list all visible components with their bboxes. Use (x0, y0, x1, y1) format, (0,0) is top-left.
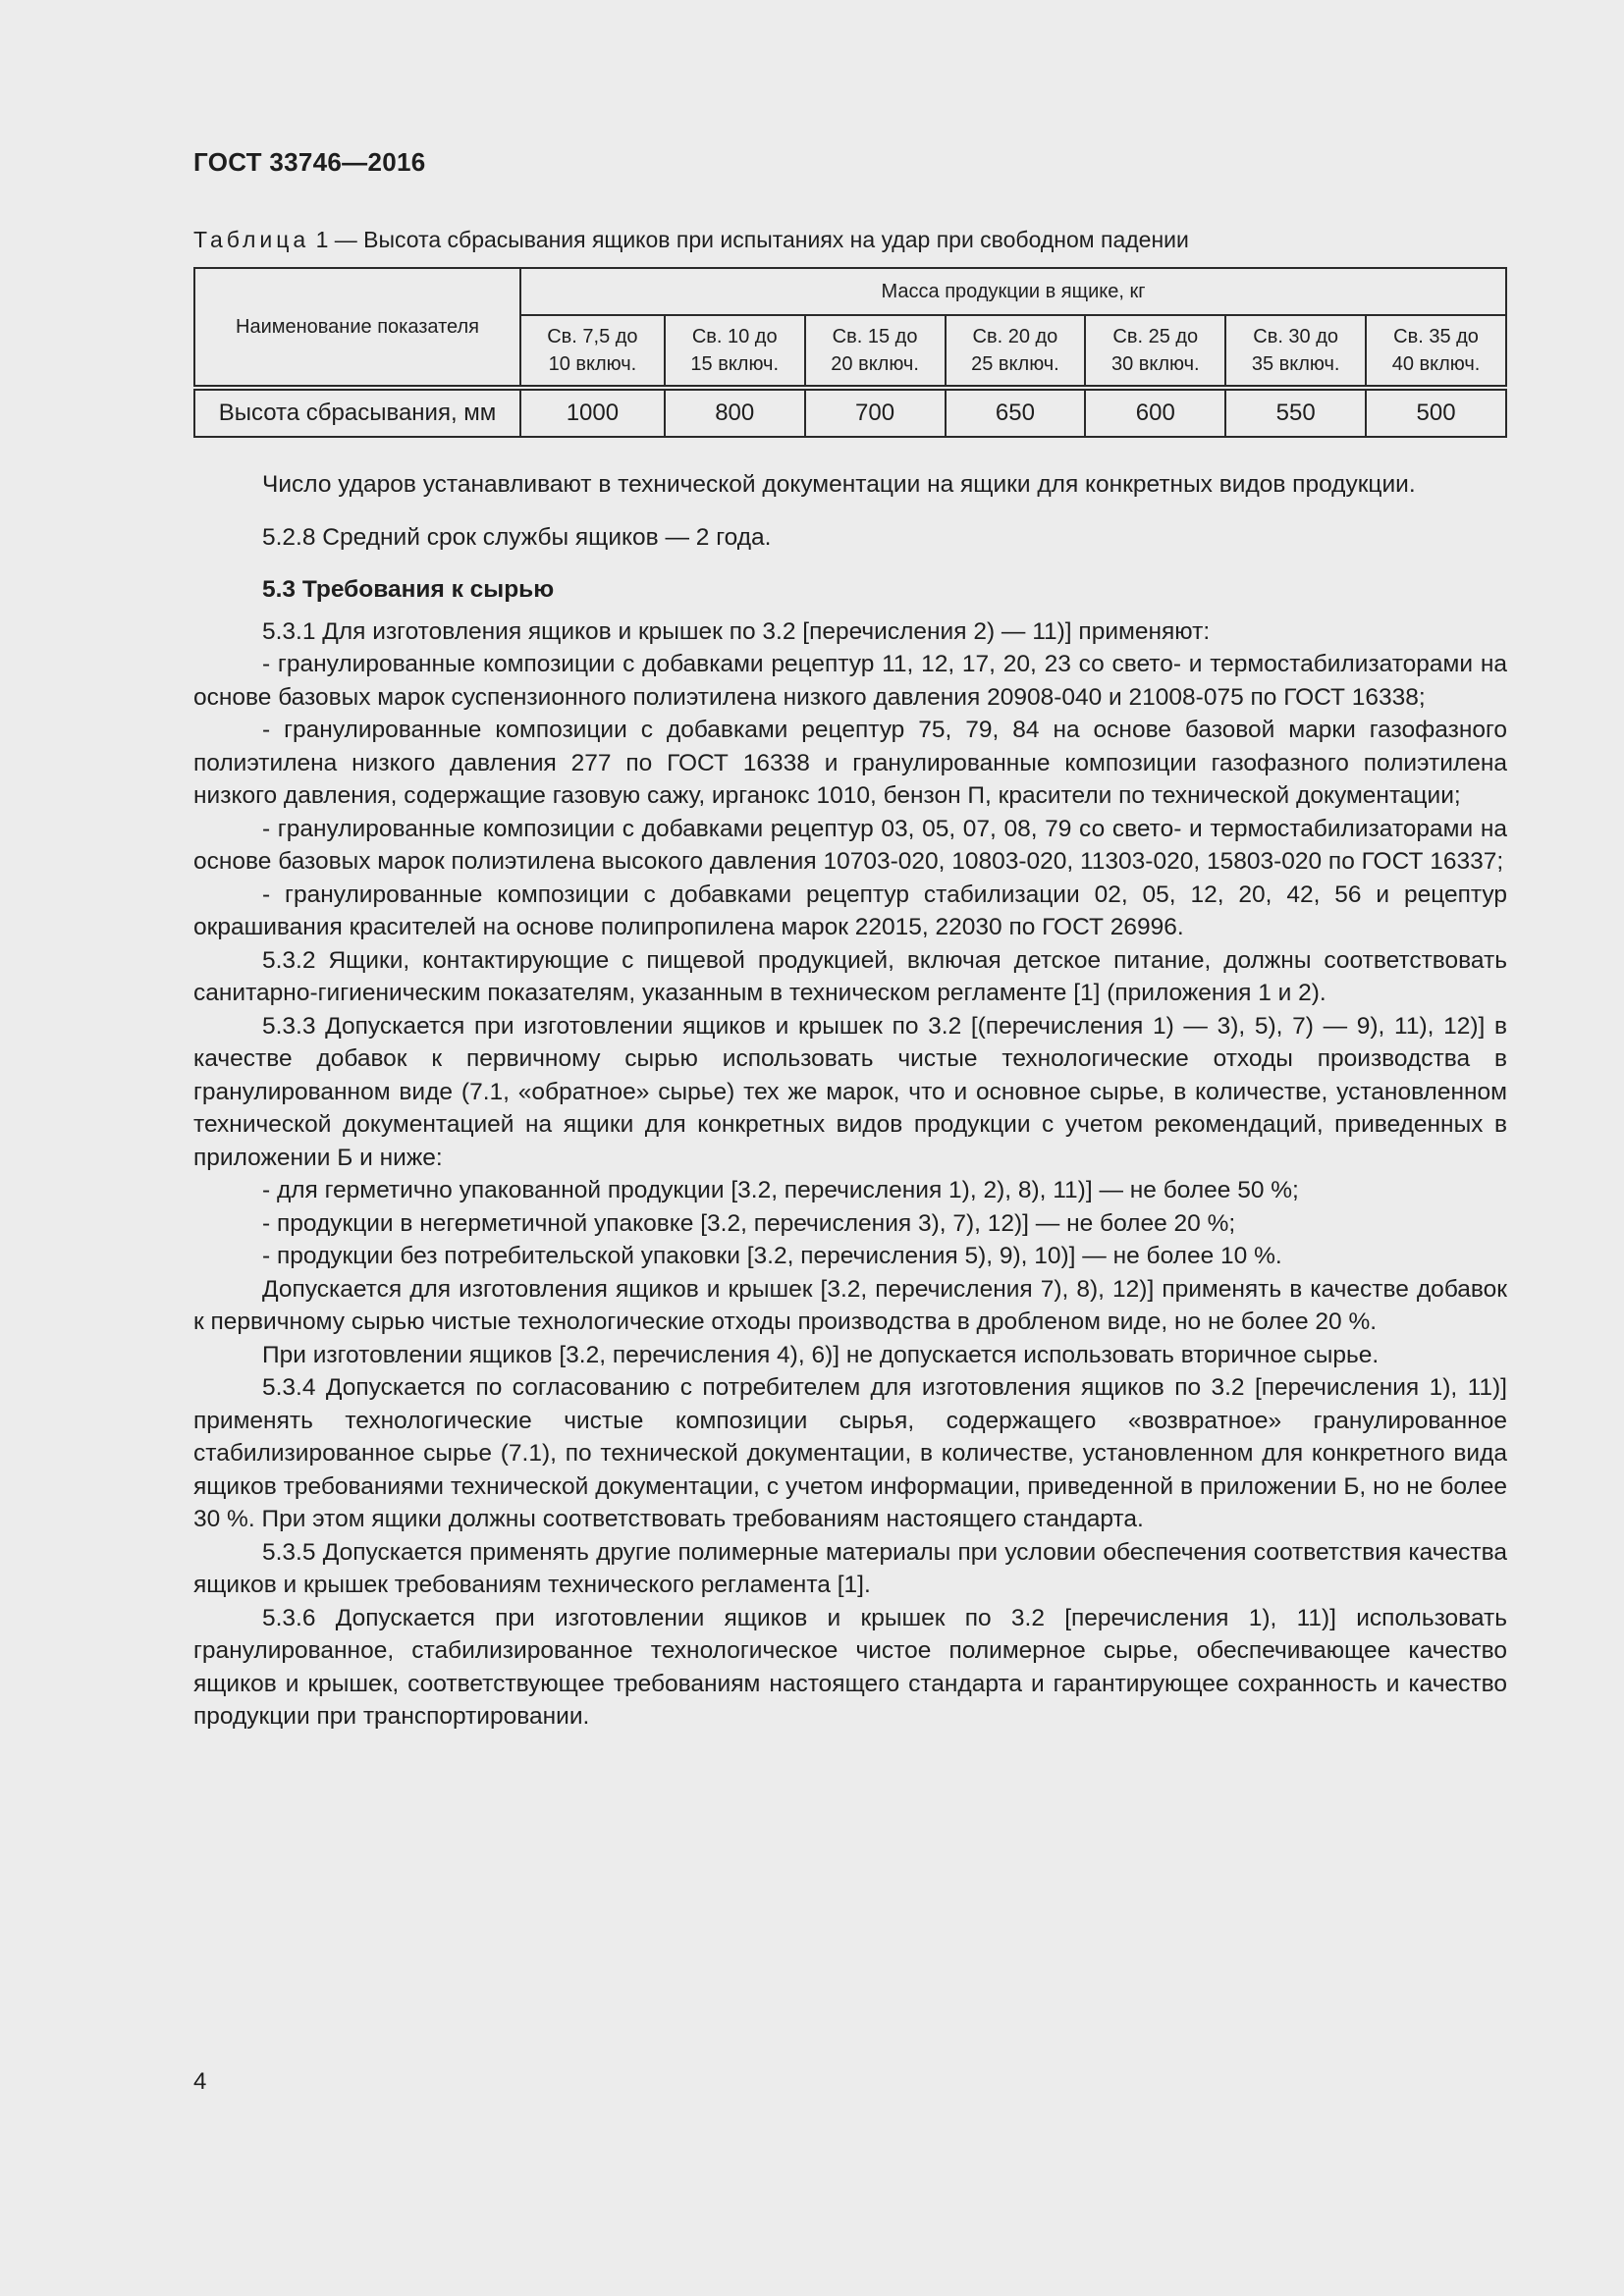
section-heading: 5.3 Требования к сырью (262, 576, 555, 603)
table-cell: 550 (1225, 388, 1366, 437)
paragraph: 5.3.3 Допускается при изготовлении ящиков и крышек по 3.2 [(перечисления 1) — 3), 5), 7) — 9), 11), 12)] в качестве добавок к первичному сырью использовать чистые технологические отходы производства в гранулированном виде (7.1, «обратное» сырье) тех же марок, что и основное сырье, в количестве, установленном технической документацией на ящики для конкретных видов продукции с учетом рекомендаций, приведенных в приложении Б и ниже: (193, 1012, 1507, 1171)
paragraph: 5.3.6 Допускается при изготовлении ящиков и крышек по 3.2 [перечисления 1), 11)] использовать гранулированное, стабилизированное технологическое чистое полимерное сырье, обеспечивающее качество ящиков и крышек, соответствующее требованиям настоящего стандарта и гарантирующее сохранность и качество продукции при транспортировании. (193, 1604, 1507, 1730)
list-item: - гранулированные композиции с добавками рецептур стабилизации 02, 05, 12, 20, 42, 56 и рецептур окрашивания красителей на основе полипропилена марок 22015, 22030 по ГОСТ 26996. (193, 881, 1507, 940)
mass-group-header: Масса продукции в ящике, кг (520, 268, 1506, 315)
table-caption-label: Таблица (193, 227, 310, 252)
table-cell: 1000 (520, 388, 665, 437)
standard-header: ГОСТ 33746—2016 (193, 147, 426, 177)
range-header: Св. 35 до 40 включ. (1366, 315, 1506, 388)
table-cell: 800 (665, 388, 805, 437)
table-caption (193, 227, 1189, 253)
row-label: Высота сбрасывания, мм (194, 388, 520, 437)
range-header: Св. 10 до 15 включ. (665, 315, 805, 388)
paragraph: 5.3.2 Ящики, контактирующие с пищевой продукцией, включая детское питание, должны соответствовать санитарно-гигиеническим показателям, указанным в техническом регламенте [1] (приложения 1 и 2). (193, 946, 1507, 1006)
range-header: Св. 30 до 35 включ. (1225, 315, 1366, 388)
table-cell: 650 (946, 388, 1086, 437)
list-item: - продукции в негерметичной упаковке [3.2, перечисления 3), 7), 12)] — не более 20 %; (262, 1209, 1236, 1237)
list-item: - для герметично упакованной продукции [3.2, перечисления 1), 2), 8), 11)] — не более 50 %; (262, 1177, 1299, 1203)
body-text (193, 468, 1507, 1734)
paragraph: 5.2.8 Средний срок службы ящиков — 2 года. (262, 523, 772, 551)
paragraph: 5.3.1 Для изготовления ящиков и крышек по 3.2 [перечисления 2) — 11)] применяют: (262, 617, 1211, 645)
range-header: Св. 20 до 25 включ. (946, 315, 1086, 388)
list-item: - продукции без потребительской упаковки [3.2, перечисления 5), 9), 10)] — не более 10 %. (262, 1243, 1282, 1269)
paragraph: 5.3.5 Допускается применять другие полимерные материалы при условии обеспечения соответствия качества ящиков и крышек требованиям технического регламента [1]. (193, 1538, 1507, 1598)
paragraph: Число ударов устанавливают в технической документации на ящики для конкретных видов продукции. (262, 471, 1416, 498)
list-item: - гранулированные композиции с добавками рецептур 11, 12, 17, 20, 23 со свето- и термостабилизаторами на основе базовых марок суспензионного полиэтилена низкого давления 20908-040 и 21008-075 по ГОСТ 16338; (193, 651, 1507, 711)
paragraph: При изготовлении ящиков [3.2, перечисления 4), 6)] не допускается использовать вторичное сырье. (262, 1341, 1380, 1368)
paragraph: 5.3.4 Допускается по согласованию с потребителем для изготовления ящиков по 3.2 [перечисления 1), 11)] применять технологические чистые композиции сырья, содержащего «возвратное» гранулированное стабилизированное сырье (7.1), по технической документации, в количестве, установленном для конкретного вида ящиков требованиями технической документации, с учетом информации, приведенной в приложении Б, но не более 30 %. При этом ящики должны соответствовать требованиям настоящего стандарта. (193, 1374, 1507, 1532)
table-header-row (194, 268, 1506, 315)
table-cell: 700 (805, 388, 946, 437)
col-name-header: Наименование показателя (194, 268, 520, 388)
table-cell: 500 (1366, 388, 1506, 437)
range-header: Св. 25 до 30 включ. (1085, 315, 1225, 388)
range-header: Св. 7,5 до 10 включ. (520, 315, 665, 388)
table-cell: 600 (1085, 388, 1225, 437)
list-item: - гранулированные композиции с добавками рецептур 75, 79, 84 на основе базовой марки газофазного полиэтилена низкого давления 277 по ГОСТ 16338 и гранулированные композиции газофазного полиэтилена низкого давления, содержащие газовую сажу, ирганокс 1010, бензон П, красители по технической документации; (193, 717, 1507, 809)
range-header: Св. 15 до 20 включ. (805, 315, 946, 388)
table-caption-text: 1 — Высота сбрасывания ящиков при испытаниях на удар при свободном падении (309, 227, 1189, 252)
page-number: 4 (193, 2068, 207, 2095)
drop-height-table (193, 267, 1507, 438)
paragraph: Допускается для изготовления ящиков и крышек [3.2, перечисления 7), 8), 12)] применять в качестве добавок к первичному сырью чистые технологические отходы производства в дробленом виде, но не более 20 %. (193, 1275, 1507, 1335)
list-item: - гранулированные композиции с добавками рецептур 03, 05, 07, 08, 79 со свето- и термостабилизаторами на основе базовых марок полиэтилена высокого давления 10703-020, 10803-020, 11303-020, 15803-020 по ГОСТ 16337; (193, 815, 1507, 875)
table-row (194, 388, 1506, 437)
